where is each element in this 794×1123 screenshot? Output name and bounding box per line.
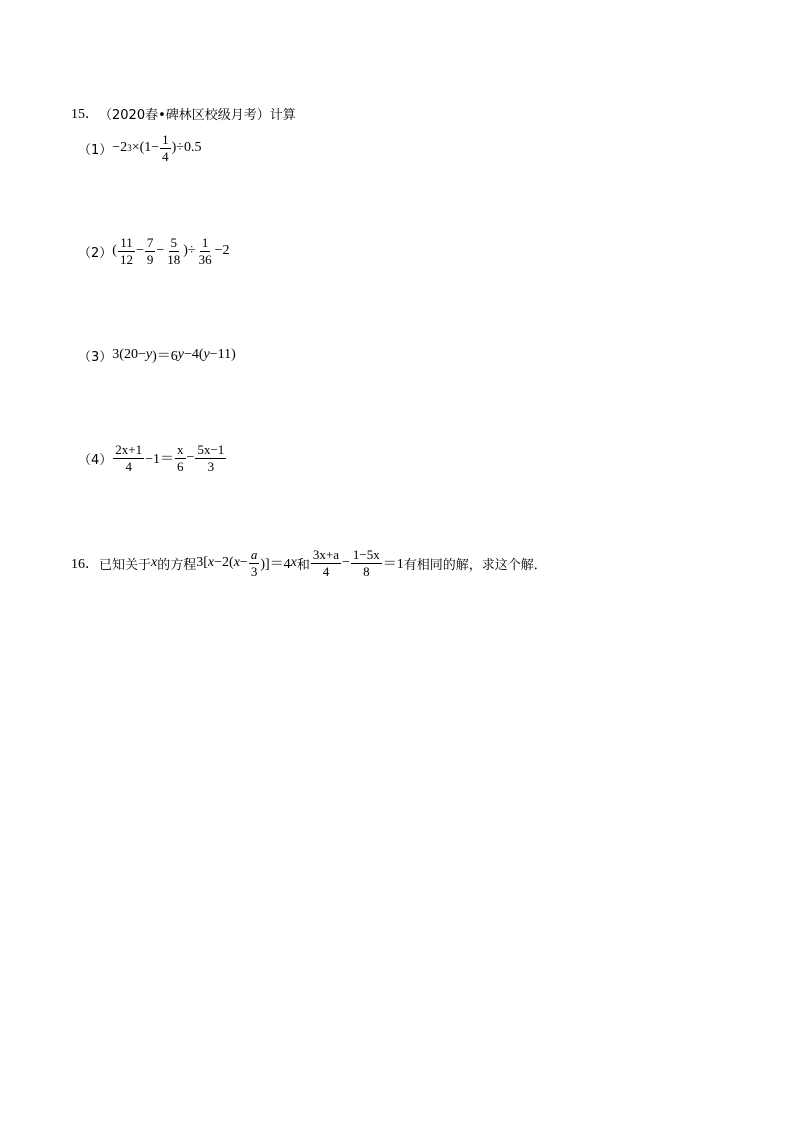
item-1-expression [112,133,201,163]
question-16 [71,548,547,578]
fraction [195,443,226,473]
expr-text: −4( [183,347,204,362]
variable-y: y [203,347,210,362]
numerator: 3x+a [312,547,339,562]
item-4-expression [112,443,227,473]
fraction [160,133,171,163]
question-15-source: （2020春•碑林区校级月考） [99,107,270,123]
numerator: 11 [120,235,133,250]
question-15-instruction: 计算 [269,107,296,123]
expr-text: −11) [209,347,236,362]
denominator: 18 [167,251,181,267]
numerator: 1−5x [352,547,380,562]
denominator: 12 [119,251,133,267]
expr-text: −1＝ [145,452,175,468]
denominator: 6 [177,458,184,474]
question-16-number: 16． [71,557,99,573]
expr-text: )＝6 [152,349,178,364]
question-15-item-4 [78,443,227,473]
expr-text: −2( [214,555,234,571]
expr-text: − [156,243,165,259]
expr-text: )÷ [183,243,196,259]
fraction [113,443,144,473]
expr-text: − [135,243,144,259]
item-label: （4） [78,452,113,468]
question-16-text: 有相同的解，求这个解． [403,557,547,573]
fraction [311,548,341,578]
expr-text: ×(1− [131,140,160,156]
item-3-expression [112,345,236,365]
expr-text: −2 [112,140,128,156]
question-16-text: 的方程 [157,557,197,573]
variable-x: x [233,555,240,571]
exponent: 3 [127,143,132,154]
equation-1 [196,548,297,578]
item-label: （2） [78,245,113,261]
expr-text: )÷0.5 [171,140,202,156]
fraction [351,548,382,578]
denominator: 9 [146,251,154,267]
expr-text: − [342,555,350,571]
expr-text: 3(20− [112,347,146,362]
numerator: 5x−1 [197,442,225,457]
question-15-number: 15． [71,107,99,122]
expr-text: )]＝4 [260,557,291,573]
denominator: 4 [162,148,169,164]
question-16-text: 已知关于 [99,557,152,573]
numerator: 7 [146,235,154,250]
fraction [145,236,156,266]
expr-text: 3[ [196,555,208,571]
question-15-item-2 [78,236,230,266]
expr-text: − [239,555,248,571]
fraction [118,236,135,266]
expr-text: −2 [214,243,230,259]
variable-x: x [151,555,158,571]
question-15-item-1 [78,133,202,163]
fraction [165,236,182,266]
numerator: 1 [201,235,209,250]
variable-y: y [145,347,153,362]
numerator: 5 [170,235,178,250]
equation-2 [310,548,404,578]
fraction [175,443,186,473]
fraction [249,548,260,578]
item-label: （3） [78,349,113,365]
variable-y: y [177,347,184,362]
numerator: a [250,547,258,562]
denominator: 3 [250,563,258,579]
question-15-title [71,103,296,123]
denominator: 4 [322,563,330,579]
fraction [197,236,214,266]
question-16-text: 和 [296,557,310,573]
expr-text: ( [112,243,117,259]
question-15-item-3 [78,345,236,365]
denominator: 3 [207,458,215,474]
item-2-expression [112,236,229,266]
denominator: 8 [363,563,370,579]
numerator: 2x+1 [115,442,143,457]
denominator: 4 [125,458,132,474]
variable-x: x [207,555,215,571]
numerator: x [177,442,184,457]
expr-text: ＝1 [382,557,404,573]
denominator: 36 [198,251,212,267]
item-label: （1） [78,142,113,158]
numerator: 1 [162,132,169,147]
expr-text: − [186,450,195,466]
variable-x: x [290,555,297,571]
